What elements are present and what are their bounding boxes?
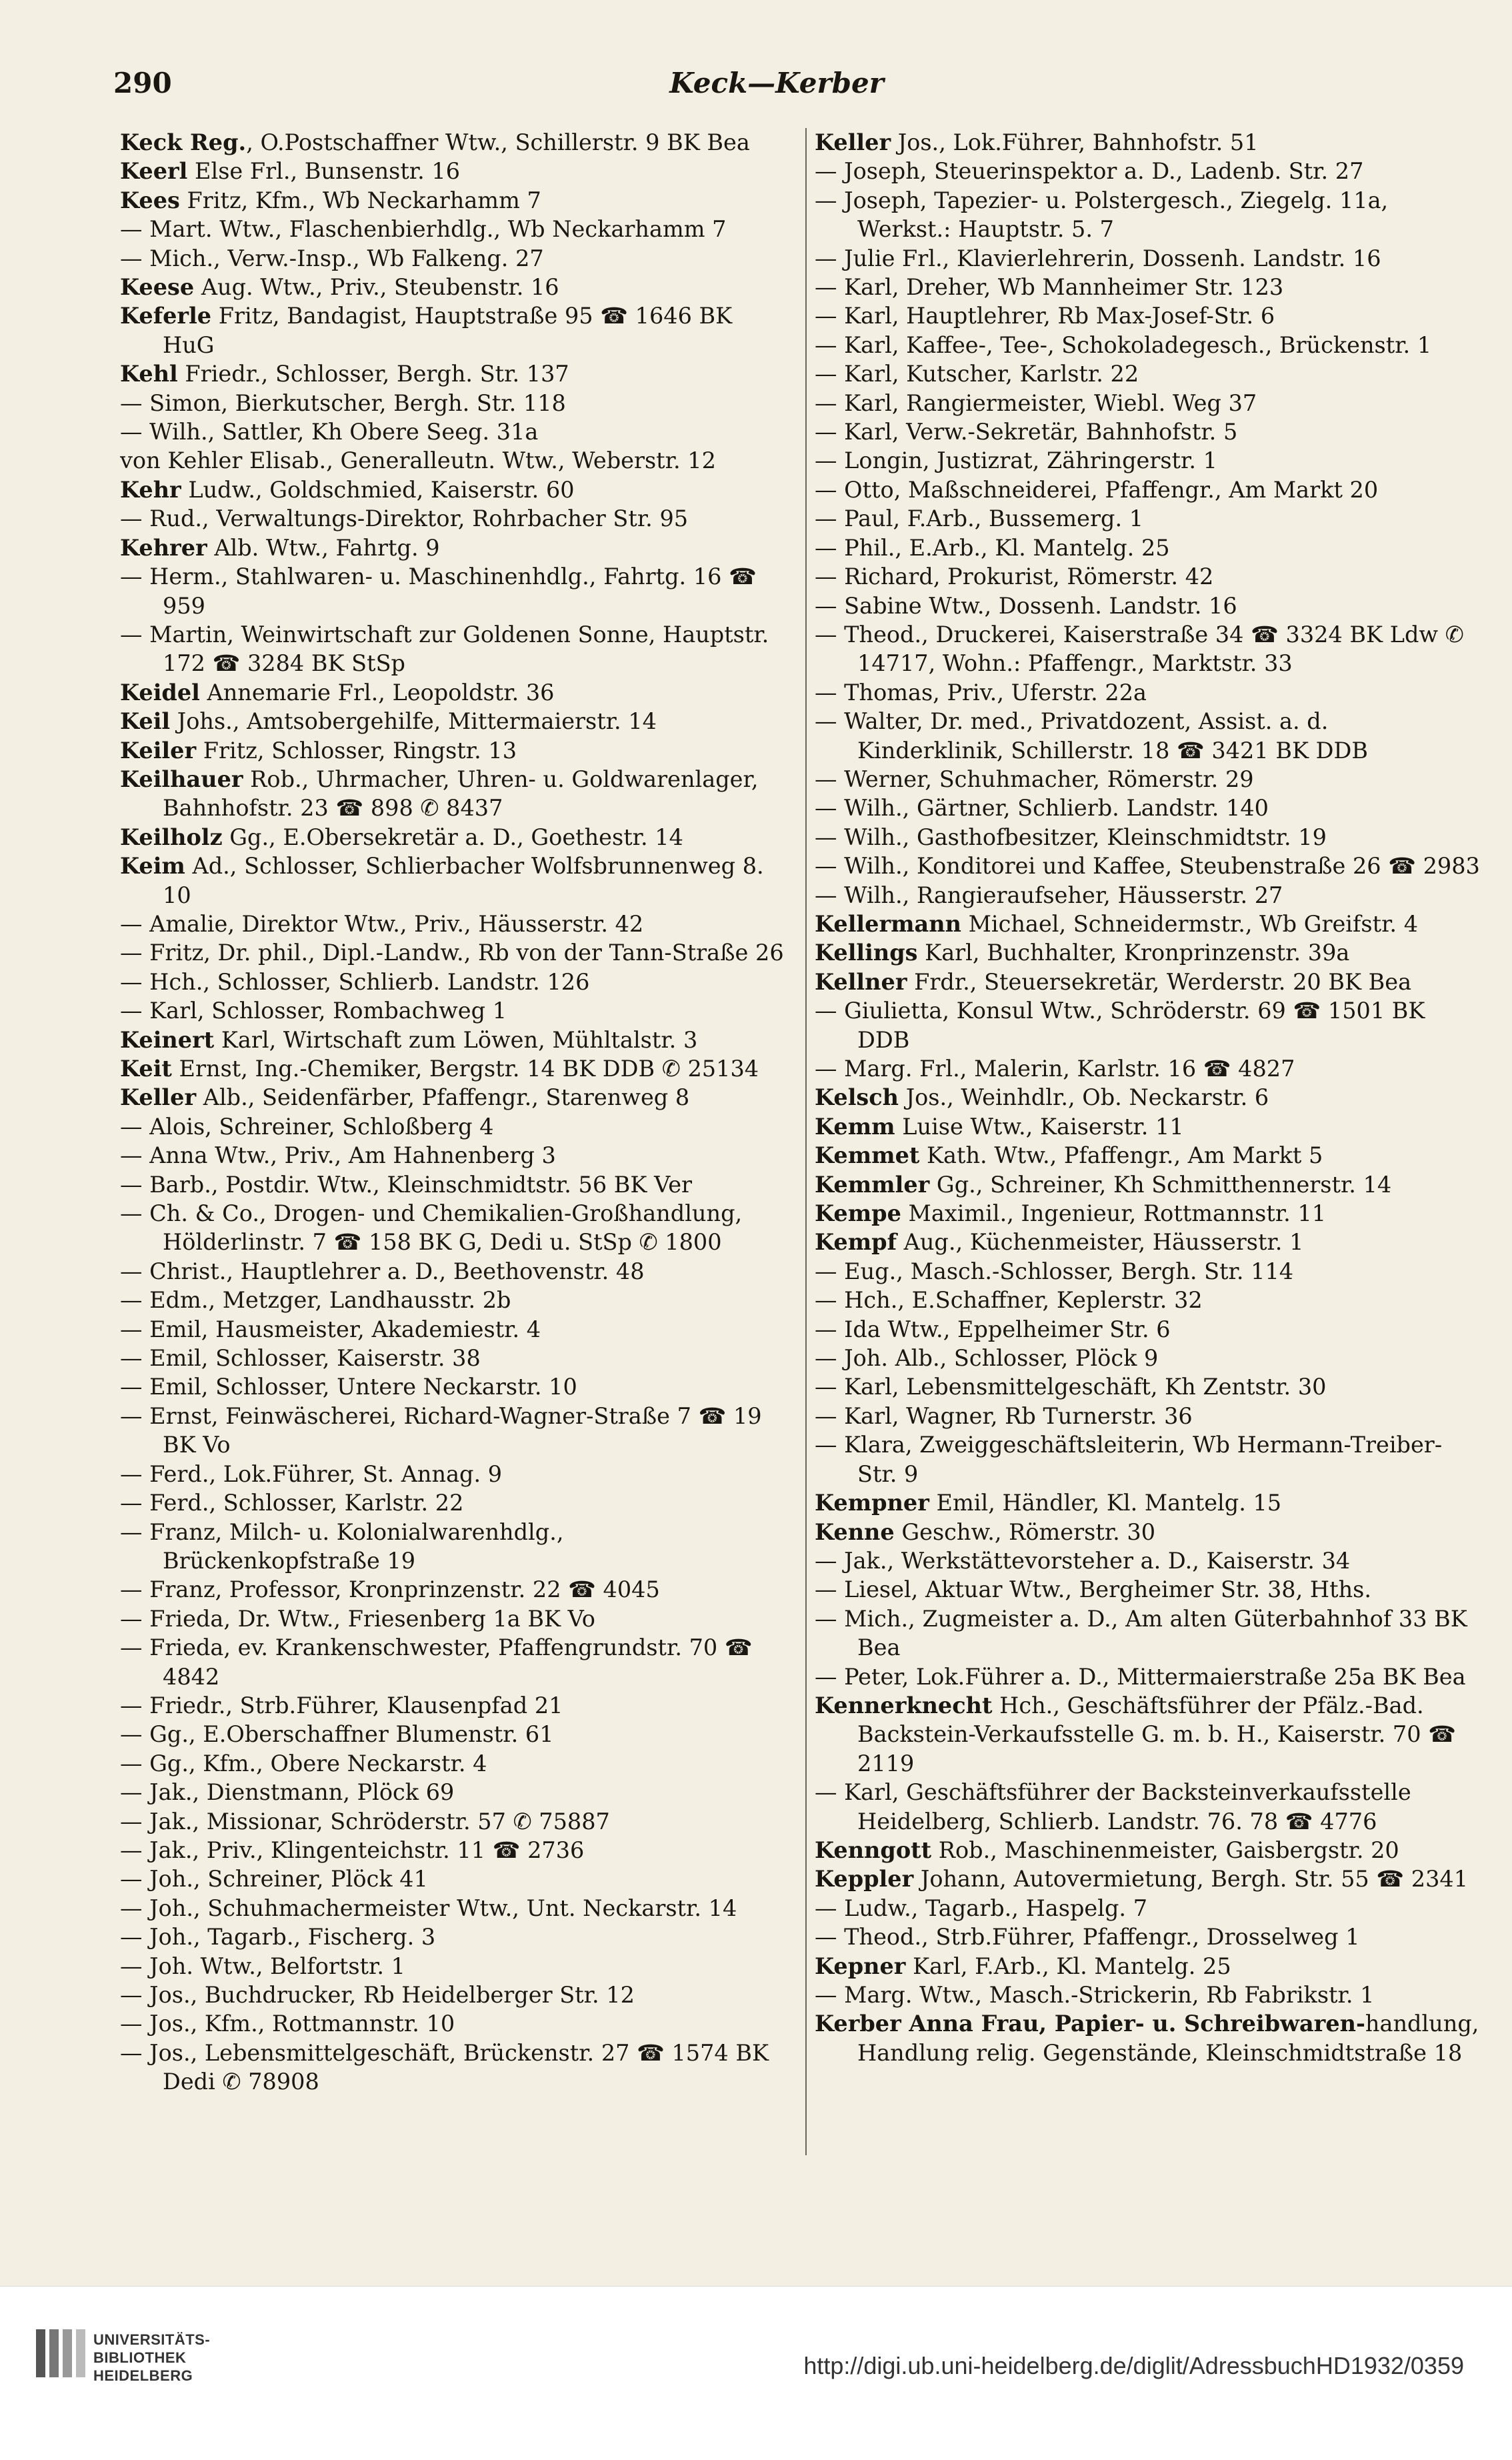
directory-entry <box>120 562 787 620</box>
directory-entry <box>120 996 787 1025</box>
entry-details: Gg., E.Obersekretär a. D., Goethestr. 14 <box>222 824 683 850</box>
directory-entry <box>120 1604 787 1633</box>
directory-entry <box>120 1836 787 1865</box>
directory-entry <box>815 1575 1481 1604</box>
directory-entry <box>120 968 787 996</box>
directory-entry <box>815 1662 1481 1691</box>
entry-details: Johann, Autovermietung, Bergh. Str. 55 ☎ 2341 <box>913 1866 1469 1893</box>
directory-entry <box>815 1894 1481 1923</box>
entry-details: — Ernst, Feinwäscherei, Richard-Wagner-Straße 7 ☎ 19 BK Vo <box>120 1402 762 1458</box>
entry-surname: Keller <box>120 1084 197 1111</box>
directory-entry <box>815 157 1481 185</box>
directory-entry <box>120 765 787 823</box>
entry-details: — Wilh., Gasthofbesitzer, Kleinschmidtstr. 19 <box>815 824 1327 850</box>
entry-details: — Christ., Hauptlehrer a. D., Beethovenstr. 48 <box>120 1258 645 1284</box>
entry-surname: Kellings <box>815 940 918 966</box>
entry-details: — Friedr., Strb.Führer, Klausenpfad 21 <box>120 1692 563 1718</box>
entry-details: Fritz, Schlosser, Ringstr. 13 <box>196 737 517 764</box>
entry-surname: Kempner <box>815 1490 929 1516</box>
entry-details: Fritz, Kfm., Wb Neckarhamm 7 <box>179 187 541 213</box>
directory-entry <box>815 417 1481 446</box>
entry-details: Else Frl., Bunsenstr. 16 <box>187 158 461 185</box>
entry-details: — Simon, Bierkutscher, Bergh. Str. 118 <box>120 389 566 416</box>
directory-entry <box>815 1315 1481 1344</box>
directory-entry <box>815 446 1481 475</box>
entry-details: Luise Wtw., Kaiserstr. 11 <box>895 1113 1184 1140</box>
right-column <box>815 128 1481 2155</box>
entry-surname: Keim <box>120 853 185 880</box>
entry-details: — Jak., Missionar, Schröderstr. 57 ✆ 75887 <box>120 1808 610 1834</box>
entry-details: — Amalie, Direktor Wtw., Priv., Häusserstr. 42 <box>120 910 644 937</box>
entry-details: — Joh., Tagarb., Fischerg. 3 <box>120 1924 436 1951</box>
directory-entry <box>120 707 787 736</box>
entry-details: — Karl, Hauptlehrer, Rb Max-Josef-Str. 6 <box>815 303 1275 329</box>
entry-details: — Hch., Schlosser, Schlierb. Landstr. 126 <box>120 968 590 995</box>
directory-entry <box>120 1778 787 1806</box>
directory-entry <box>120 1518 787 1576</box>
directory-entry <box>120 1170 787 1199</box>
entry-surname: Keller <box>815 129 891 155</box>
directory-entry <box>120 1026 787 1054</box>
directory-entry <box>120 533 787 562</box>
directory-entry <box>120 1286 787 1314</box>
entry-details: Geschw., Römerstr. 30 <box>894 1518 1156 1545</box>
entry-surname: Kehl <box>120 361 178 387</box>
entry-surname: Kempf <box>815 1229 897 1256</box>
entry-details: — Gg., E.Oberschaffner Blumenstr. 61 <box>120 1721 554 1748</box>
directory-entry <box>815 1228 1481 1256</box>
directory-entry <box>815 128 1481 157</box>
entry-details: Alb. Wtw., Fahrtg. 9 <box>207 534 440 561</box>
directory-entry <box>815 678 1481 707</box>
directory-entry <box>120 910 787 938</box>
directory-entry <box>815 1546 1481 1575</box>
entry-details: — Karl, Schlosser, Rombachweg 1 <box>120 998 507 1024</box>
entry-surname: Kenngott <box>815 1836 932 1863</box>
directory-entry <box>120 301 787 359</box>
entry-details: — Theod., Strb.Führer, Pfaffengr., Drosselweg 1 <box>815 1924 1360 1951</box>
entry-details: — Martin, Weinwirtschaft zur Goldenen Sonne, Hauptstr. 172 ☎ 3284 BK StSp <box>120 621 769 677</box>
footer <box>0 2286 1512 2460</box>
directory-entry <box>815 620 1481 678</box>
entry-details: Aug. Wtw., Priv., Steubenstr. 16 <box>194 274 559 301</box>
directory-entry <box>815 1518 1481 1546</box>
entry-details: — Joh. Wtw., Belfortstr. 1 <box>120 1953 405 1979</box>
directory-entry <box>120 620 787 678</box>
directory-entry <box>120 1749 787 1778</box>
directory-entry <box>120 389 787 417</box>
directory-entry <box>815 389 1481 417</box>
entry-details: — Karl, Kutscher, Karlstr. 22 <box>815 361 1139 387</box>
directory-entry <box>120 1344 787 1372</box>
directory-entry <box>120 1257 787 1286</box>
directory-entry <box>120 1054 787 1083</box>
directory-entry <box>120 359 787 388</box>
entry-details: — Joseph, Tapezier- u. Polstergesch., Ziegelg. 11a, Werkst.: Hauptstr. 5. 7 <box>815 187 1389 243</box>
entry-details: — Wilh., Rangieraufseher, Häusserstr. 27 <box>815 882 1283 908</box>
directory-entry <box>815 765 1481 794</box>
entry-details: — Mart. Wtw., Flaschenbierhdlg., Wb Neckarhamm 7 <box>120 216 727 243</box>
directory-entry <box>120 852 787 910</box>
directory-entry <box>815 823 1481 852</box>
entry-surname: Kelsch <box>815 1084 899 1111</box>
entry-details: — Sabine Wtw., Dossenh. Landstr. 16 <box>815 592 1237 619</box>
entry-details: — Jak., Dienstmann, Plöck 69 <box>120 1779 455 1806</box>
entry-details: — Richard, Prokurist, Römerstr. 42 <box>815 563 1214 590</box>
directory-entry <box>120 1575 787 1604</box>
entry-details: — Hch., E.Schaffner, Keplerstr. 32 <box>815 1287 1203 1314</box>
directory-entry <box>815 1170 1481 1199</box>
entry-details: — Wilh., Konditorei und Kaffee, Steubenstraße 26 ☎ 2983 <box>815 853 1480 880</box>
left-column <box>120 128 787 2155</box>
entry-details: — Franz, Professor, Kronprinzenstr. 22 ☎ 4045 <box>120 1576 660 1603</box>
directory-entry <box>815 301 1481 330</box>
directory-entry <box>815 1778 1481 1836</box>
directory-entry <box>120 678 787 707</box>
entry-details: — Liesel, Aktuar Wtw., Bergheimer Str. 38, Hths. <box>815 1576 1371 1603</box>
entry-details: — Rud., Verwaltungs-Direktor, Rohrbacher Str. 95 <box>120 505 689 532</box>
entry-details: — Franz, Milch- u. Kolonialwarenhdlg., Brückenkopfstraße 19 <box>120 1518 564 1574</box>
entry-surname: Kepner <box>815 1953 906 1979</box>
entry-details: — Walter, Dr. med., Privatdozent, Assist. a. d. Kinderklinik, Schillerstr. 18 ☎ 3421 BK DDB <box>815 708 1368 764</box>
entry-details: — Joseph, Steuerinspektor a. D., Ladenb. Str. 27 <box>815 158 1364 185</box>
directory-entry <box>815 1691 1481 1778</box>
directory-entry <box>120 1402 787 1460</box>
directory-entry <box>120 504 787 533</box>
directory-entry <box>815 244 1481 273</box>
entry-surname: Keinert <box>120 1026 215 1053</box>
running-head: Keck—Kerber <box>669 67 884 99</box>
directory-entry <box>815 910 1481 938</box>
directory-entry <box>815 1054 1481 1083</box>
entry-details: Frdr., Steuersekretär, Werderstr. 20 BK Bea <box>907 968 1412 995</box>
entry-details: Karl, Wirtschaft zum Löwen, Mühltalstr. 3 <box>214 1026 698 1053</box>
entry-details: — Fritz, Dr. phil., Dipl.-Landw., Rb von der Tann-Straße 26 <box>120 940 784 966</box>
entry-surname: Keppler <box>815 1866 914 1893</box>
directory-entry <box>815 186 1481 244</box>
entry-details: — Thomas, Priv., Uferstr. 22a <box>815 679 1147 706</box>
directory-entry <box>120 475 787 504</box>
entry-details: — Werner, Schuhmacher, Römerstr. 29 <box>815 766 1254 792</box>
entry-details: — Joh., Schuhmachermeister Wtw., Unt. Neckarstr. 14 <box>120 1895 737 1921</box>
entry-surname: Kellermann <box>815 910 961 937</box>
entry-details: — Jos., Buchdrucker, Rb Heidelberger Str. 12 <box>120 1982 635 2008</box>
directory-entry <box>120 1315 787 1344</box>
entry-details: — Phil., E.Arb., Kl. Mantelg. 25 <box>815 534 1170 561</box>
directory-entry <box>815 504 1481 533</box>
directory-entry <box>815 533 1481 562</box>
entry-surname: Keese <box>120 274 195 301</box>
directory-entry <box>815 1430 1481 1488</box>
directory-entry <box>120 1894 787 1923</box>
entry-details: — Marg. Wtw., Masch.-Strickerin, Rb Fabrikstr. 1 <box>815 1982 1375 2008</box>
directory-entry <box>120 1865 787 1893</box>
entry-details: — Karl, Rangiermeister, Wiebl. Weg 37 <box>815 389 1257 416</box>
entry-details: — Frieda, ev. Krankenschwester, Pfaffengrundstr. 70 ☎ 4842 <box>120 1634 753 1690</box>
entry-details: Ad., Schlosser, Schlierbacher Wolfsbrunnenweg 8. 10 <box>163 853 764 908</box>
directory-entry <box>120 1460 787 1488</box>
entry-surname: Kemmler <box>815 1171 930 1198</box>
directory-entry <box>815 968 1481 996</box>
directory-entry <box>120 1083 787 1112</box>
directory-entry <box>120 215 787 243</box>
entry-details: Kath. Wtw., Pfaffengr., Am Markt 5 <box>919 1142 1323 1169</box>
entry-surname: Kenne <box>815 1518 895 1545</box>
directory-entry <box>815 1083 1481 1112</box>
directory-entry <box>815 1344 1481 1372</box>
directory-entry <box>815 475 1481 504</box>
entry-details: — Karl, Geschäftsführer der Backsteinverkaufsstelle Heidelberg, Schlierb. Landstr. 76. 78 ☎ 4776 <box>815 1779 1411 1834</box>
directory-entry <box>815 794 1481 822</box>
entry-details: — Emil, Schlosser, Kaiserstr. 38 <box>120 1345 481 1372</box>
entry-surname: Keil <box>120 708 171 735</box>
directory-entry <box>815 938 1481 967</box>
entry-surname: Kemm <box>815 1113 895 1140</box>
directory-entry <box>815 996 1481 1054</box>
entry-details: — Jos., Kfm., Rottmannstr. 10 <box>120 2011 455 2037</box>
entry-details: — Edm., Metzger, Landhausstr. 2b <box>120 1287 511 1314</box>
directory-entry <box>120 2009 787 2038</box>
directory-entry <box>120 1141 787 1170</box>
entry-details: Johs., Amtsobergehilfe, Mittermaierstr. 14 <box>170 708 657 735</box>
directory-entry <box>120 2039 787 2097</box>
directory-entry <box>120 1633 787 1691</box>
entry-details: — Alois, Schreiner, Schloßberg 4 <box>120 1113 494 1140</box>
entry-details: — Herm., Stahlwaren- u. Maschinenhdlg., Fahrtg. 16 ☎ 959 <box>120 563 757 619</box>
entry-details: Rob., Maschinenmeister, Gaisbergstr. 20 <box>931 1836 1399 1863</box>
directory-entry <box>120 1923 787 1951</box>
directory-entry <box>815 591 1481 620</box>
directory-entry <box>120 446 787 475</box>
entry-details: — Ch. & Co., Drogen- und Chemikalien-Großhandlung, Hölderlinstr. 7 ☎ 158 BK G, Dedi u. StSp ✆ 1800 <box>120 1200 743 1256</box>
directory-entry <box>120 417 787 446</box>
entry-details: — Julie Frl., Klavierlehrerin, Dossenh. Landstr. 16 <box>815 245 1381 271</box>
entry-surname: Kerber Anna Frau, Papier- u. Schreibwaren- <box>815 2011 1365 2037</box>
directory-entry <box>815 1141 1481 1170</box>
entry-surname: Kemmet <box>815 1142 920 1169</box>
entry-details: — Wilh., Sattler, Kh Obere Seeg. 31a <box>120 419 539 445</box>
entry-details: Rob., Uhrmacher, Uhren- u. Goldwarenlager, Bahnhofstr. 23 ☎ 898 ✆ 8437 <box>163 766 759 822</box>
library-name: UNIVERSITÄTS- BIBLIOTHEK HEIDELBERG <box>93 2331 211 2384</box>
entry-details: Jos., Lok.Führer, Bahnhofstr. 51 <box>891 129 1259 155</box>
directory-entry <box>815 881 1481 910</box>
directory-entry <box>815 1604 1481 1662</box>
entry-details: Hch., Geschäftsführer der Pfälz.-Bad. Backstein-Verkaufsstelle G. m. b. H., Kaiserstr. 70 ☎ 2119 <box>857 1692 1456 1776</box>
entry-surname: Kempe <box>815 1200 901 1227</box>
directory-entry <box>120 736 787 765</box>
entry-details: — Ferd., Lok.Führer, St. Annag. 9 <box>120 1460 503 1487</box>
entry-details: von Kehler Elisab., Generalleutn. Wtw., Weberstr. 12 <box>120 447 716 474</box>
entry-details: — Eug., Masch.-Schlosser, Bergh. Str. 114 <box>815 1258 1294 1284</box>
entry-details: — Karl, Dreher, Wb Mannheimer Str. 123 <box>815 274 1284 301</box>
entry-surname: Kehr <box>120 476 181 503</box>
directory-entry <box>120 938 787 967</box>
page-number: 290 <box>113 67 172 99</box>
entry-details: — Gg., Kfm., Obere Neckarstr. 4 <box>120 1750 487 1776</box>
entry-surname: Keck Reg. <box>120 129 247 155</box>
directory-entry <box>120 1691 787 1720</box>
directory-entry <box>120 1199 787 1257</box>
entry-details: Ludw., Goldschmied, Kaiserstr. 60 <box>181 476 575 503</box>
entry-details: Karl, Buchhalter, Kronprinzenstr. 39a <box>917 940 1350 966</box>
entry-details: Karl, F.Arb., Kl. Mantelg. 25 <box>905 1953 1231 1979</box>
entry-details: — Anna Wtw., Priv., Am Hahnenberg 3 <box>120 1142 556 1169</box>
directory-entry <box>815 331 1481 359</box>
entry-surname: Keferle <box>120 303 212 329</box>
entry-details: — Mich., Zugmeister a. D., Am alten Güterbahnhof 33 BK Bea <box>815 1605 1467 1661</box>
directory-entry <box>120 244 787 273</box>
entry-details: — Frieda, Dr. Wtw., Friesenberg 1a BK Vo <box>120 1605 595 1632</box>
entry-surname: Keerl <box>120 158 188 185</box>
entry-surname: Kehrer <box>120 534 207 561</box>
directory-entry <box>120 1952 787 1981</box>
directory-entry <box>815 1286 1481 1314</box>
entry-details: Emil, Händler, Kl. Mantelg. 15 <box>929 1490 1282 1516</box>
source-url-link[interactable]: http://digi.ub.uni-heidelberg.de/diglit/AdressbuchHD1932/0359 <box>803 2352 1464 2379</box>
entry-details: — Klara, Zweiggeschäftsleiterin, Wb Hermann-Treiber-Str. 9 <box>815 1432 1443 1487</box>
entry-details: — Ida Wtw., Eppelheimer Str. 6 <box>815 1316 1171 1342</box>
directory-entry <box>815 1836 1481 1865</box>
directory-entry <box>815 707 1481 765</box>
entry-details: — Jak., Werkstättevorsteher a. D., Kaiserstr. 34 <box>815 1547 1351 1574</box>
directory-entry <box>120 1488 787 1517</box>
entry-details: — Joh. Alb., Schlosser, Plöck 9 <box>815 1345 1159 1372</box>
entry-details: Friedr., Schlosser, Bergh. Str. 137 <box>177 361 569 387</box>
entry-details: — Longin, Justizrat, Zähringerstr. 1 <box>815 447 1217 474</box>
entry-details: Aug., Küchenmeister, Häusserstr. 1 <box>896 1229 1304 1256</box>
entry-details: — Peter, Lok.Führer a. D., Mittermaierstraße 25a BK Bea <box>815 1663 1466 1690</box>
entry-details: — Karl, Lebensmittelgeschäft, Kh Zentstr. 30 <box>815 1374 1327 1400</box>
directory-entry <box>815 2009 1481 2067</box>
entry-details: — Mich., Verw.-Insp., Wb Falkeng. 27 <box>120 245 544 271</box>
entry-surname: Keiler <box>120 737 197 764</box>
entry-surname: Kees <box>120 187 180 213</box>
directory-entry <box>815 359 1481 388</box>
entry-details: Alb., Seidenfärber, Pfaffengr., Starenweg 8 <box>196 1084 690 1111</box>
entry-details: — Marg. Frl., Malerin, Karlstr. 16 ☎ 4827 <box>815 1056 1295 1082</box>
entry-details: Ernst, Ing.-Chemiker, Bergstr. 14 BK DDB ✆ 25134 <box>171 1056 759 1082</box>
entry-details: — Barb., Postdir. Wtw., Kleinschmidtstr. 56 BK Ver <box>120 1171 693 1198</box>
entry-details: — Karl, Kaffee-, Tee-, Schokoladegesch., Brückenstr. 1 <box>815 331 1432 358</box>
directory-entry <box>815 1865 1481 1893</box>
directory-entry <box>815 1372 1481 1401</box>
entry-surname: Keit <box>120 1056 172 1082</box>
entry-surname: Kellner <box>815 968 907 995</box>
directory-entry <box>120 1720 787 1748</box>
directory-entry <box>815 273 1481 301</box>
entry-details: Annemarie Frl., Leopoldstr. 36 <box>199 679 555 706</box>
entry-details: handlung, Handlung relig. Gegenstände, Kleinschmidtstraße 18 <box>857 2011 1479 2066</box>
directory-entry <box>815 1257 1481 1286</box>
directory-entry <box>815 1981 1481 2009</box>
entry-details: — Karl, Verw.-Sekretär, Bahnhofstr. 5 <box>815 419 1238 445</box>
entry-details: Fritz, Bandagist, Hauptstraße 95 ☎ 1646 BK HuG <box>163 303 733 358</box>
entry-details: — Ludw., Tagarb., Haspelg. 7 <box>815 1895 1148 1921</box>
entry-surname: Keilhauer <box>120 766 243 792</box>
directory-entry <box>815 852 1481 880</box>
entry-surname: Keidel <box>120 679 200 706</box>
entry-details: — Theod., Druckerei, Kaiserstraße 34 ☎ 3324 BK Ldw ✆ 14717, Wohn.: Pfaffengr., Marktstr. 33 <box>815 621 1464 677</box>
column-divider <box>805 128 807 2155</box>
entry-details: Maximil., Ingenieur, Rottmannstr. 11 <box>901 1200 1327 1227</box>
entry-details: — Ferd., Schlosser, Karlstr. 22 <box>120 1490 464 1516</box>
entry-details: , O.Postschaffner Wtw., Schillerstr. 9 BK Bea <box>246 129 750 155</box>
entry-details: — Emil, Hausmeister, Akademiestr. 4 <box>120 1316 541 1342</box>
entry-details: Michael, Schneidermstr., Wb Greifstr. 4 <box>961 910 1419 937</box>
entry-details: — Karl, Wagner, Rb Turnerstr. 36 <box>815 1402 1193 1429</box>
directory-entry <box>815 1952 1481 1981</box>
directory-entry <box>815 562 1481 591</box>
directory-entry <box>120 128 787 157</box>
directory-entry <box>120 1981 787 2009</box>
entry-details: — Giulietta, Konsul Wtw., Schröderstr. 69 ☎ 1501 BK DDB <box>815 998 1425 1053</box>
entry-surname: Kennerknecht <box>815 1692 993 1718</box>
directory-entry <box>120 823 787 852</box>
directory-entry <box>120 1112 787 1141</box>
directory-entry <box>120 273 787 301</box>
entry-details: Gg., Schreiner, Kh Schmitthennerstr. 14 <box>929 1171 1392 1198</box>
directory-entry <box>120 1807 787 1836</box>
entry-details: — Wilh., Gärtner, Schlierb. Landstr. 140 <box>815 795 1269 822</box>
directory-entry <box>815 1199 1481 1228</box>
entry-details: — Jak., Priv., Klingenteichstr. 11 ☎ 2736 <box>120 1836 585 1863</box>
directory-entry <box>120 1372 787 1401</box>
directory-entry <box>815 1402 1481 1430</box>
entry-details: — Jos., Lebensmittelgeschäft, Brückenstr. 27 ☎ 1574 BK Dedi ✆ 78908 <box>120 2039 769 2095</box>
directory-entry <box>815 1923 1481 1951</box>
entry-details: — Joh., Schreiner, Plöck 41 <box>120 1866 428 1893</box>
directory-entry <box>120 157 787 185</box>
entry-details: — Otto, Maßschneiderei, Pfaffengr., Am Markt 20 <box>815 476 1379 503</box>
page-header <box>107 61 1447 115</box>
entry-details: — Paul, F.Arb., Bussemerg. 1 <box>815 505 1144 532</box>
entry-details: — Emil, Schlosser, Untere Neckarstr. 10 <box>120 1374 577 1400</box>
entry-surname: Keilholz <box>120 824 223 850</box>
directory-entry <box>120 186 787 215</box>
entry-details: Jos., Weinhdlr., Ob. Neckarstr. 6 <box>899 1084 1269 1111</box>
directory-entry <box>815 1488 1481 1517</box>
directory-entry <box>815 1112 1481 1141</box>
